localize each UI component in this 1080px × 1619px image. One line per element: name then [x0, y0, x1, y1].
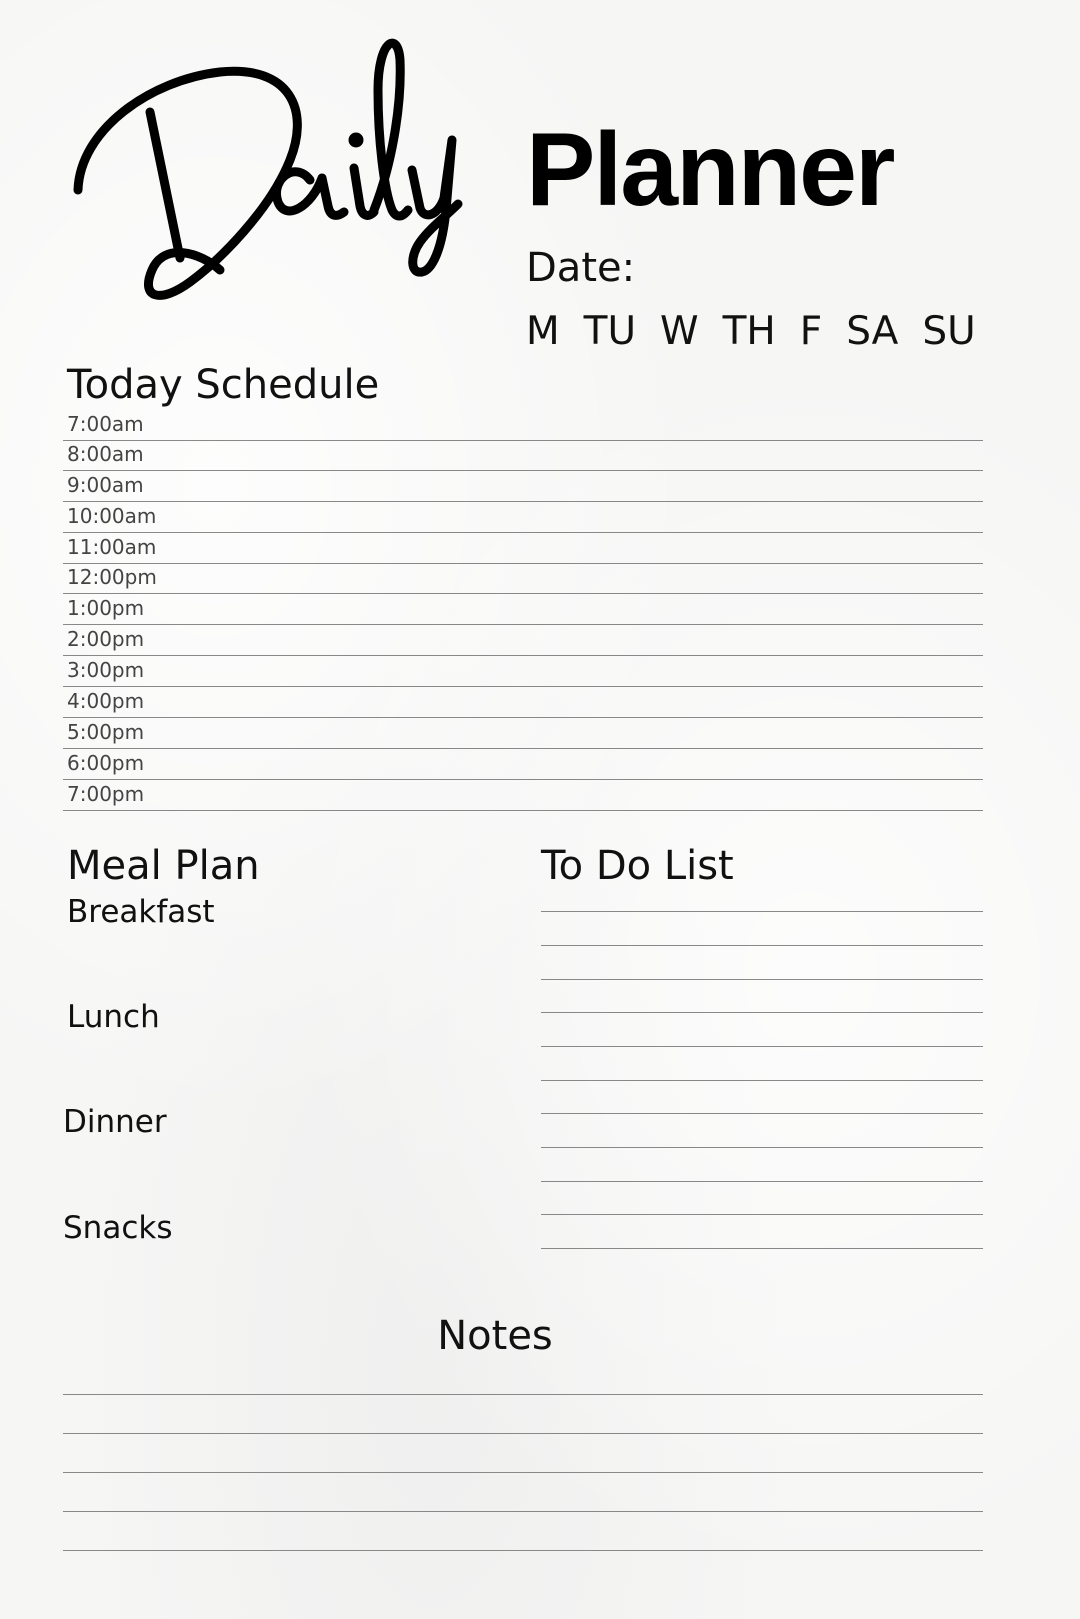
todo-line[interactable] — [541, 1046, 983, 1047]
weekday-w[interactable]: W — [660, 309, 699, 354]
meal-plan-title: Meal Plan — [67, 843, 260, 889]
todo-line[interactable] — [541, 1147, 983, 1148]
weekday-th[interactable]: TH — [722, 309, 776, 354]
time-label: 5:00pm — [67, 720, 145, 744]
notes-title: Notes — [437, 1313, 553, 1359]
time-row[interactable] — [63, 502, 983, 533]
time-row[interactable] — [63, 718, 983, 749]
meal-lunch-label: Lunch — [67, 999, 160, 1035]
time-label: 3:00pm — [67, 658, 145, 682]
time-label: 10:00am — [67, 504, 157, 528]
planner-title: Planner — [526, 112, 894, 228]
todo-line[interactable] — [541, 1113, 983, 1114]
todo-line[interactable] — [541, 1181, 983, 1182]
time-row[interactable] — [63, 780, 983, 811]
notes-line[interactable] — [63, 1472, 983, 1473]
time-label: 8:00am — [67, 442, 144, 466]
time-row[interactable] — [63, 625, 983, 656]
todo-line[interactable] — [541, 911, 983, 912]
weekday-tu[interactable]: TU — [583, 309, 637, 354]
daily-script-lettering — [60, 20, 480, 320]
todo-line[interactable] — [541, 1248, 983, 1249]
todo-line[interactable] — [541, 945, 983, 946]
todo-line[interactable] — [541, 1214, 983, 1215]
todo-line[interactable] — [541, 979, 983, 980]
notes-line[interactable] — [63, 1394, 983, 1395]
date-label: Date: — [526, 245, 636, 291]
todo-title: To Do List — [541, 843, 734, 889]
weekday-selector — [526, 309, 976, 354]
meal-dinner-label: Dinner — [63, 1104, 167, 1140]
time-row[interactable] — [63, 410, 983, 441]
todo-line[interactable] — [541, 1012, 983, 1013]
time-label: 1:00pm — [67, 596, 145, 620]
weekday-su[interactable]: SU — [922, 309, 976, 354]
time-label: 7:00am — [67, 412, 144, 436]
time-row[interactable] — [63, 749, 983, 780]
time-row[interactable] — [63, 687, 983, 718]
time-label: 6:00pm — [67, 751, 145, 775]
notes-line[interactable] — [63, 1550, 983, 1551]
time-label: 2:00pm — [67, 627, 145, 651]
time-row[interactable] — [63, 594, 983, 625]
notes-line[interactable] — [63, 1511, 983, 1512]
time-label: 11:00am — [67, 535, 157, 559]
time-label: 7:00pm — [67, 782, 145, 806]
time-row[interactable] — [63, 563, 983, 594]
todo-line[interactable] — [541, 1080, 983, 1081]
time-row[interactable] — [63, 471, 983, 502]
weekday-sa[interactable]: SA — [846, 309, 899, 354]
time-row[interactable] — [63, 533, 983, 564]
time-label: 4:00pm — [67, 689, 145, 713]
schedule-title: Today Schedule — [67, 362, 380, 408]
notes-line[interactable] — [63, 1433, 983, 1434]
time-label: 9:00am — [67, 473, 144, 497]
weekday-f[interactable]: F — [799, 309, 823, 354]
time-label: 12:00pm — [67, 565, 157, 589]
weekday-m[interactable]: M — [526, 309, 560, 354]
meal-breakfast-label: Breakfast — [67, 894, 215, 930]
meal-snacks-label: Snacks — [63, 1210, 173, 1246]
time-row[interactable] — [63, 656, 983, 687]
time-row[interactable] — [63, 440, 983, 471]
